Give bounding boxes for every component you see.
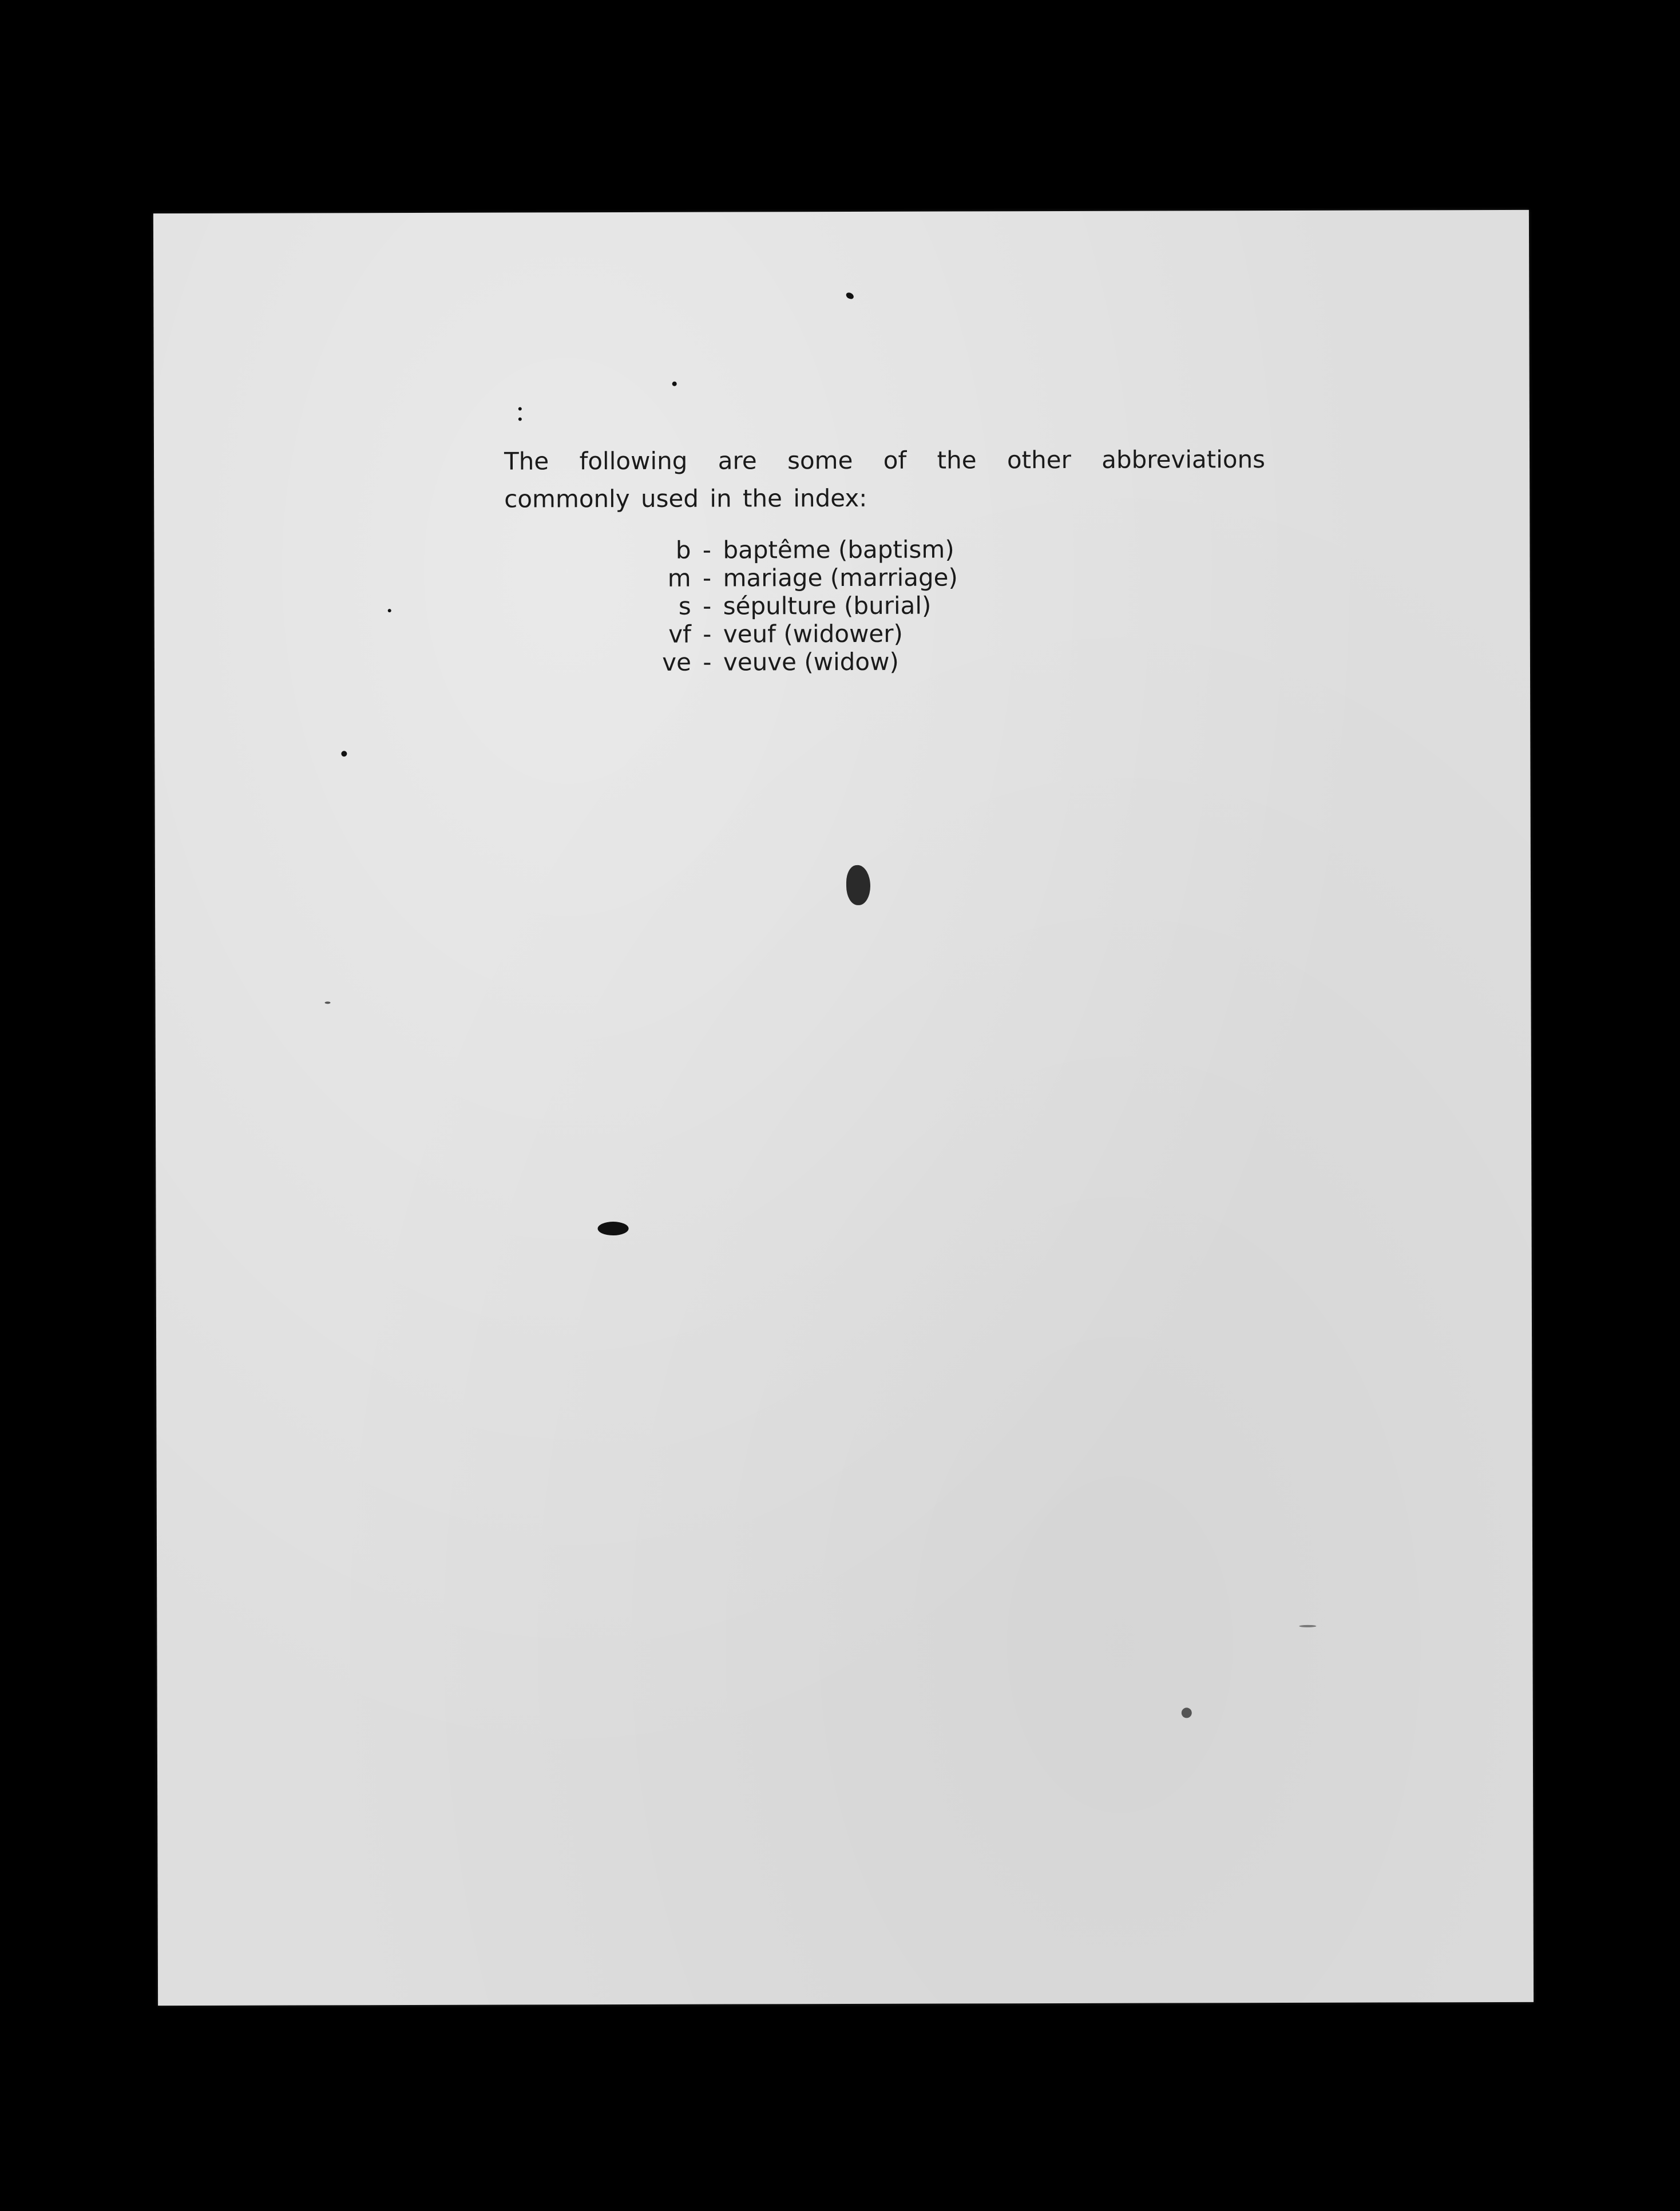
- abbreviation-code: b: [675, 536, 691, 564]
- abbreviation-code: vf: [668, 620, 691, 648]
- ink-dot: [1182, 1707, 1192, 1718]
- abbreviation-meaning: veuf (widower): [723, 619, 903, 648]
- colon-mark: [518, 407, 522, 410]
- abbreviation-separator: -: [702, 564, 712, 592]
- abbreviation-code: ve: [662, 648, 692, 676]
- colon-mark: [518, 417, 522, 421]
- list-item: [641, 563, 958, 592]
- ink-blot: [598, 1222, 629, 1235]
- ink-dot: [341, 751, 347, 756]
- list-item: [641, 619, 958, 648]
- abbreviation-separator: -: [703, 620, 712, 648]
- ink-blot: [846, 865, 870, 905]
- paper-sheet: [153, 210, 1534, 2006]
- abbreviation-code: m: [667, 564, 691, 592]
- list-item: [641, 591, 958, 620]
- abbreviation-code: s: [678, 592, 691, 620]
- list-item: [641, 647, 958, 676]
- ink-dot: [388, 609, 391, 612]
- abbreviation-separator: -: [703, 592, 712, 620]
- ink-dot: [672, 382, 677, 386]
- abbreviation-meaning: veuve (widow): [723, 647, 899, 676]
- intro-paragraph: The following are some of the other abbreviations commonly used in the index:: [504, 445, 1266, 513]
- list-item: [640, 535, 957, 564]
- ink-dot: [1299, 1625, 1316, 1627]
- ink-blot: [845, 291, 855, 300]
- abbreviation-meaning: sépulture (burial): [723, 591, 932, 620]
- abbreviation-separator: -: [702, 536, 712, 564]
- abbreviation-separator: -: [703, 648, 712, 676]
- abbreviation-meaning: baptême (baptism): [723, 535, 954, 564]
- abbreviation-meaning: mariage (marriage): [723, 563, 958, 592]
- abbreviation-list: [640, 535, 958, 676]
- ink-dot: [325, 1001, 331, 1004]
